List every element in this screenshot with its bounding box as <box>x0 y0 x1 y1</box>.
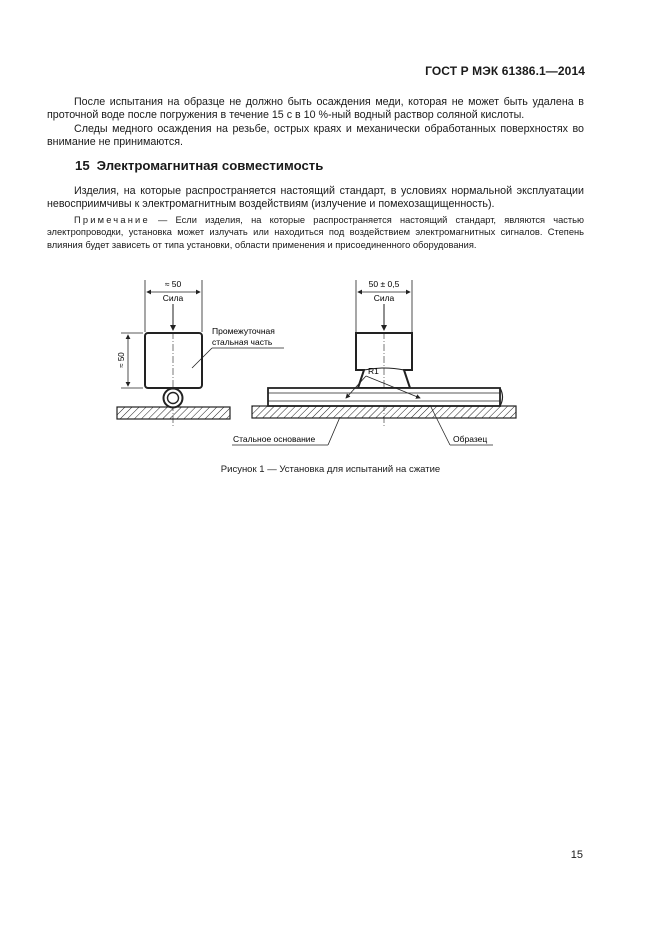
note <box>47 214 584 251</box>
steel-base-label: Стальное основание <box>233 434 316 444</box>
section-number: 15 <box>75 158 90 173</box>
steel-base-left <box>117 407 230 419</box>
force-left-label: Сила <box>162 293 184 303</box>
paragraph-emc: Изделия, на которые распространяется настоящий стандарт, в условиях нормальной эксплуатации невосприимчивы к электромагнитным воздействиям (излучение и помехозащищенность). <box>47 185 584 211</box>
note-label: Примечание <box>74 215 150 225</box>
paragraph-copper-traces: Следы медного осаждения на резьбе, острых краях и механически обработанных поверхностях во внимание не принимаются. <box>47 123 584 149</box>
radius-label: R1 <box>368 366 379 376</box>
page-number: 15 <box>570 849 583 861</box>
figure-caption: Рисунок 1 — Установка для испытаний на сжатие <box>220 464 441 475</box>
sample-label: Образец <box>453 434 488 444</box>
steel-base-right <box>252 406 516 418</box>
intermediate-steel-block <box>145 333 202 388</box>
sample-conduit <box>268 388 500 406</box>
intermediate-part-label-1: Промежуточная <box>212 326 275 336</box>
force-right-label: Сила <box>373 293 395 303</box>
document-header: ГОСТ Р МЭК 61386.1—2014 <box>425 64 585 78</box>
right-setup <box>232 279 516 445</box>
dim-left-width: ≈ 50 <box>164 279 182 289</box>
section-heading <box>75 158 323 173</box>
dim-right-width: 50 ± 0,5 <box>368 279 400 289</box>
intermediate-part-label-2: стальная часть <box>212 337 273 347</box>
section-title: Электромагнитная совместимость <box>96 158 324 173</box>
paragraph-copper-deposit: После испытания на образце не должно быть осаждения меди, которая не может быть удалена в проточной воде после погружения в течение 15 с в 10 %-ный водный раствор соляной кислоты. <box>47 96 584 122</box>
compression-test-figure <box>0 270 661 450</box>
note-text: — Если изделия, на которые распространяется настоящий стандарт, являются частью электропроводки, установка может излучать или находиться под воздействием электромагнитных сигналов. Степень влияния будет зависеть от типа установки, области применения и присоединенного оборудования. <box>47 215 584 250</box>
dim-left-height: ≈ 50 <box>117 352 126 368</box>
